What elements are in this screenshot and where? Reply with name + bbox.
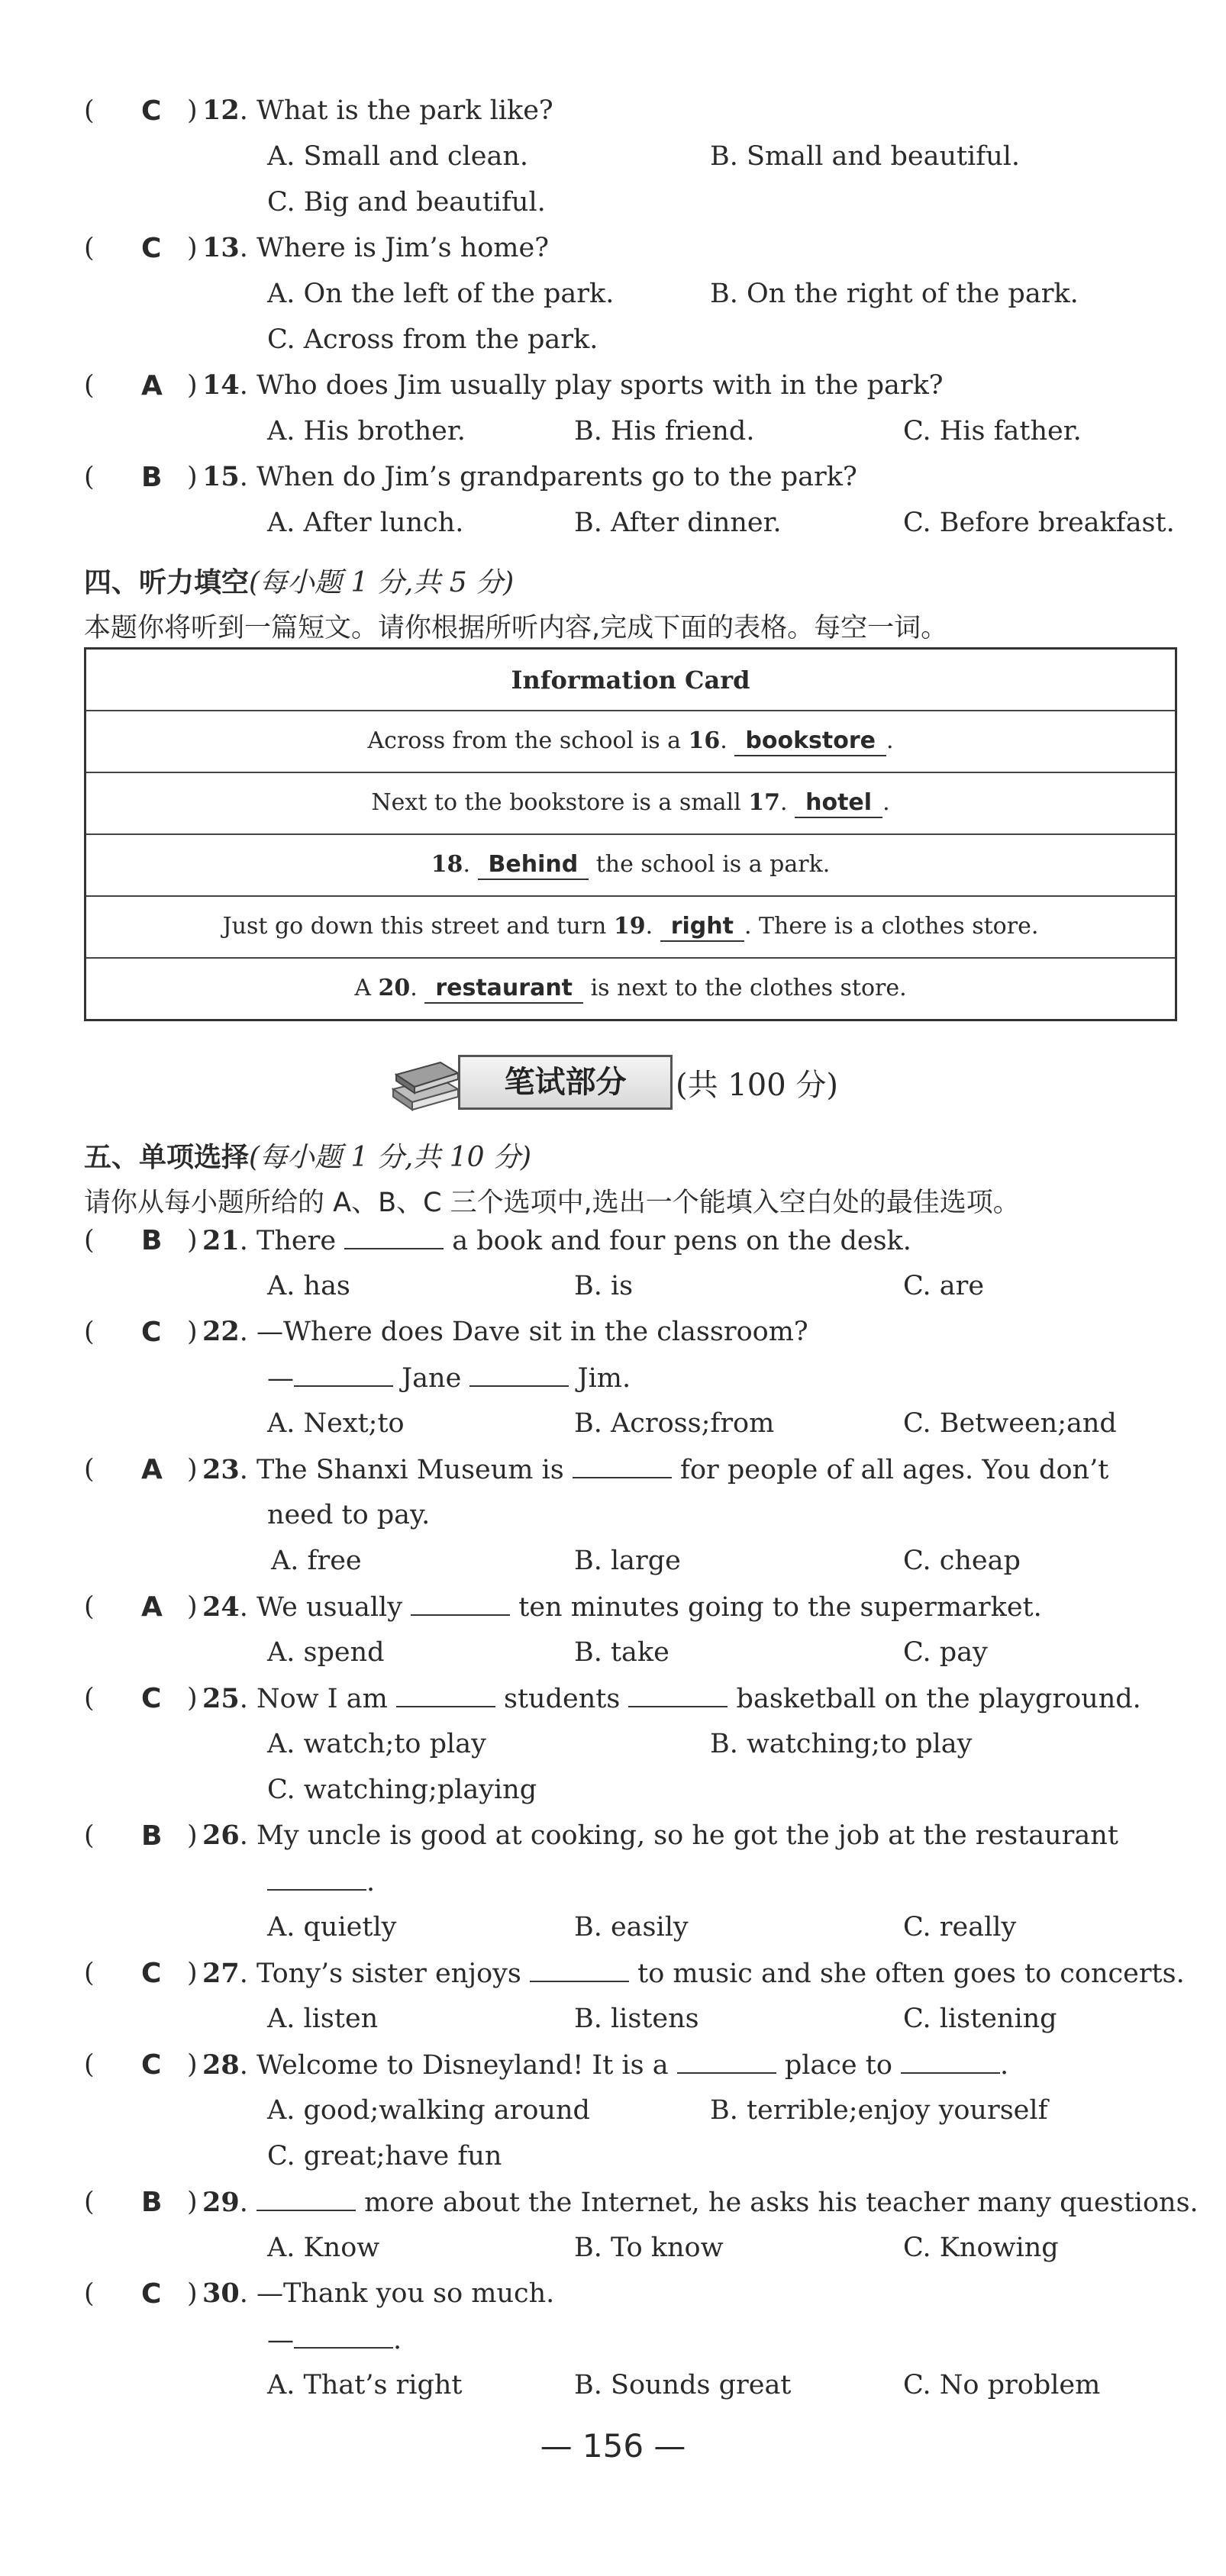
cell-text-after: is next to the clothes store. <box>590 974 907 1001</box>
option-a[interactable]: A. Small and clean. <box>267 141 529 172</box>
answer-letter: C <box>141 1683 162 1714</box>
table-row <box>85 958 1176 1020</box>
option-c[interactable]: C. Between;and <box>903 1408 1117 1439</box>
option-c[interactable]: C. watching;playing <box>267 1775 537 1805</box>
option-c[interactable]: C. Across from the park. <box>267 324 598 355</box>
question-number: 21 <box>202 1225 240 1256</box>
written-part-label: 笔试部分 <box>458 1055 673 1110</box>
question-text: Welcome to Disneyland! It is a <box>256 2050 677 2081</box>
section-subtitle: (每小题 1 分,共 10 分) <box>249 1142 532 1173</box>
question-text <box>202 1820 1118 1851</box>
section-title: 五、单项选择 <box>84 1142 250 1173</box>
close-paren: ) <box>187 1225 198 1256</box>
question-text: . <box>393 2325 402 2355</box>
option-b[interactable]: B. Across;from <box>574 1408 775 1439</box>
question-text: Who does Jim usually play sports with in the park? <box>256 370 944 401</box>
option-a[interactable]: A. quietly <box>267 1912 397 1942</box>
question-number: 12 <box>202 95 240 126</box>
question-text: place to <box>776 2050 902 2081</box>
option-b[interactable]: B. terrible;enjoy yourself <box>710 2095 1048 2126</box>
option-b[interactable]: B. To know <box>574 2233 724 2263</box>
number-dot: . <box>720 727 735 754</box>
question-text <box>202 1225 911 1256</box>
open-paren: ( <box>84 370 95 401</box>
option-c[interactable]: C. pay <box>903 1637 988 1668</box>
cell-text-after: the school is a park. <box>595 850 831 878</box>
section-four-heading <box>84 561 514 600</box>
open-paren: ( <box>84 95 95 126</box>
answer-blank[interactable] <box>396 1683 495 1707</box>
option-b[interactable]: B. Sounds great <box>574 2370 792 2400</box>
number-dot: . <box>239 1684 256 1714</box>
answer-letter: C <box>141 95 162 127</box>
question-text: more about the Internet, he asks his teacher many questions. <box>355 2188 1199 2218</box>
option-a[interactable]: A. His brother. <box>267 416 466 447</box>
answer-blank[interactable] <box>294 1362 393 1387</box>
section-subtitle: (每小题 1 分,共 5 分) <box>249 567 515 598</box>
cell-text-after: . There is a clothes store. <box>744 912 1039 940</box>
question-number: 23 <box>202 1454 240 1485</box>
close-paren: ) <box>187 2278 198 2309</box>
answer-blank[interactable] <box>344 1225 444 1249</box>
answer-blank[interactable] <box>256 2187 356 2211</box>
card-title: Information Card <box>85 649 1176 711</box>
blank-number: 17 <box>748 788 781 816</box>
question-number: 28 <box>202 2049 240 2081</box>
close-paren: ) <box>187 2049 198 2080</box>
filled-answer[interactable]: right <box>660 913 744 942</box>
card-cell <box>85 958 1176 1020</box>
section-title: 四、听力填空 <box>84 567 250 598</box>
question-text: for people of all ages. You don’t <box>671 1455 1109 1485</box>
option-a[interactable]: A. watch;to play <box>267 1729 486 1759</box>
open-paren: ( <box>84 1820 95 1851</box>
option-b[interactable]: B. listens <box>574 2004 699 2034</box>
question-second-line <box>267 2324 402 2355</box>
answer-blank[interactable] <box>294 2324 393 2349</box>
open-paren: ( <box>84 1958 95 1988</box>
number-dot: . <box>239 2278 256 2309</box>
section-instruction: 请你从每小题所给的 A、B、C 三个选项中,选出一个能填入空白处的最佳选项。 <box>84 1188 1020 1218</box>
option-c[interactable]: C. Knowing <box>903 2233 1059 2263</box>
close-paren: ) <box>187 370 198 401</box>
number-dot: . <box>410 974 425 1001</box>
question-text: Tony’s sister enjoys <box>256 1959 530 1989</box>
number-dot: . <box>239 1820 256 1851</box>
table-row <box>85 711 1176 772</box>
open-paren: ( <box>84 1225 95 1256</box>
option-c[interactable]: C. really <box>903 1912 1017 1942</box>
option-a[interactable]: A. listen <box>267 2004 379 2034</box>
question-text <box>202 370 944 401</box>
number-dot: . <box>239 1455 256 1485</box>
option-a[interactable]: A. spend <box>267 1637 385 1668</box>
close-paren: ) <box>187 1820 198 1851</box>
close-paren: ) <box>187 2187 198 2217</box>
option-c[interactable]: C. listening <box>903 2004 1057 2034</box>
option-c[interactable]: C. Big and beautiful. <box>267 187 546 218</box>
open-paren: ( <box>84 1317 95 1347</box>
open-paren: ( <box>84 2278 95 2309</box>
question-number: 30 <box>202 2278 240 2309</box>
answer-blank[interactable] <box>573 1454 672 1478</box>
number-dot: . <box>239 1592 256 1623</box>
question-number: 15 <box>202 461 240 492</box>
question-number: 27 <box>202 1958 240 1989</box>
answer-letter: A <box>141 370 163 401</box>
blank-number: 19 <box>613 912 646 940</box>
question-number: 26 <box>202 1820 240 1851</box>
option-c[interactable]: C. cheap <box>903 1546 1021 1576</box>
option-c[interactable]: C. No problem <box>903 2370 1101 2400</box>
question-text: . <box>366 1867 376 1897</box>
option-c[interactable]: C. Before breakfast. <box>903 508 1175 538</box>
page-number: — 156 — <box>540 2427 686 2465</box>
information-card-table <box>84 647 1177 1021</box>
number-dot: . <box>239 1226 256 1256</box>
question-number: 22 <box>202 1316 240 1347</box>
written-part-score: (共 100 分) <box>676 1068 838 1103</box>
written-part-banner <box>386 1047 851 1117</box>
answer-letter: B <box>141 1225 163 1256</box>
section-instruction: 本题你将听到一篇短文。请你根据所听内容,完成下面的表格。每空一词。 <box>84 613 948 643</box>
cell-text-before: Across from the school is a <box>367 727 689 754</box>
option-b[interactable]: B. easily <box>574 1912 689 1942</box>
open-paren: ( <box>84 233 95 263</box>
answer-blank[interactable] <box>628 1683 728 1707</box>
open-paren: ( <box>84 1683 95 1714</box>
number-dot: . <box>645 912 660 940</box>
cell-text-before: Next to the bookstore is a small <box>371 788 749 816</box>
question-number: 29 <box>202 2187 240 2218</box>
option-b[interactable]: B. His friend. <box>574 416 755 447</box>
section-five-heading <box>84 1136 531 1175</box>
question-text: —Thank you so much. <box>256 2278 555 2309</box>
number-dot: . <box>239 95 256 126</box>
question-text: Now I am <box>256 1684 396 1714</box>
question-text <box>202 1317 808 1347</box>
option-c[interactable]: C. are <box>903 1271 985 1301</box>
filled-answer[interactable]: Behind <box>478 851 589 880</box>
number-dot: . <box>239 1959 256 1989</box>
close-paren: ) <box>187 1683 198 1714</box>
option-a[interactable]: A. has <box>267 1271 350 1301</box>
card-cell <box>85 711 1176 772</box>
answer-letter: B <box>141 1820 163 1852</box>
close-paren: ) <box>187 233 198 263</box>
question-text <box>202 1683 1141 1714</box>
spacer <box>583 975 591 1001</box>
question-text: When do Jim’s grandparents go to the park? <box>256 462 857 492</box>
answer-blank[interactable] <box>267 1866 366 1891</box>
answer-letter: A <box>141 1591 163 1623</box>
close-paren: ) <box>187 1591 198 1622</box>
filled-answer[interactable]: hotel <box>795 789 882 818</box>
answer-letter: C <box>141 2278 162 2310</box>
answer-letter: C <box>141 233 162 264</box>
question-text <box>202 2049 1008 2081</box>
open-paren: ( <box>84 2049 95 2080</box>
number-dot: . <box>780 788 795 816</box>
table-row <box>85 772 1176 834</box>
question-text: What is the park like? <box>256 95 553 126</box>
question-text: — <box>267 1363 294 1394</box>
option-b[interactable]: B. large <box>574 1546 681 1576</box>
card-cell <box>85 772 1176 834</box>
option-b[interactable]: B. watching;to play <box>710 1729 973 1759</box>
cell-text-after: . <box>882 788 890 816</box>
question-text: — <box>267 2325 294 2355</box>
question-text: to music and she often goes to concerts. <box>629 1959 1185 1989</box>
option-a[interactable]: A. On the left of the park. <box>267 279 615 309</box>
question-text: . <box>1000 2050 1009 2081</box>
question-text: We usually <box>256 1592 411 1623</box>
close-paren: ) <box>187 1317 198 1347</box>
option-c[interactable]: C. His father. <box>903 416 1082 447</box>
answer-letter: B <box>141 2187 163 2218</box>
table-row <box>85 896 1176 958</box>
cell-text-before: A <box>354 974 379 1001</box>
question-number: 14 <box>202 369 240 401</box>
number-dot: . <box>239 462 256 492</box>
answer-blank[interactable] <box>469 1362 569 1387</box>
question-text: Jim. <box>569 1363 631 1394</box>
option-a[interactable]: A. good;walking around <box>267 2095 590 2126</box>
answer-blank[interactable] <box>901 2049 1000 2074</box>
question-text: There <box>256 1226 345 1256</box>
question-text: My uncle is good at cooking, so he got the job at the restaurant <box>256 1820 1118 1851</box>
option-a[interactable]: A. free <box>271 1546 362 1576</box>
question-text: Jane <box>393 1363 470 1394</box>
question-text <box>202 1454 1108 1485</box>
answer-blank[interactable] <box>530 1958 629 1982</box>
close-paren: ) <box>187 95 198 126</box>
option-b[interactable]: B. take <box>574 1637 669 1668</box>
option-a[interactable]: A. After lunch. <box>267 508 464 538</box>
table-row <box>85 834 1176 896</box>
card-cell <box>85 834 1176 896</box>
option-a[interactable]: A. Know <box>267 2233 380 2263</box>
question-text <box>202 1591 1042 1623</box>
answer-letter: C <box>141 2049 162 2081</box>
question-text <box>202 2278 554 2309</box>
close-paren: ) <box>187 462 198 492</box>
question-number: 13 <box>202 232 240 263</box>
question-text: The Shanxi Museum is <box>256 1455 573 1485</box>
question-text <box>202 462 857 492</box>
answer-letter: C <box>141 1317 162 1348</box>
number-dot: . <box>239 370 256 401</box>
blank-number: 16 <box>688 727 721 754</box>
number-dot: . <box>239 1317 256 1347</box>
option-b[interactable]: B. On the right of the park. <box>710 279 1079 309</box>
question-second-line <box>267 1500 430 1530</box>
option-b[interactable]: B. Small and beautiful. <box>710 141 1021 172</box>
blank-number: 18 <box>431 850 463 878</box>
number-dot: . <box>463 850 478 878</box>
number-dot: . <box>239 233 256 263</box>
question-text <box>202 233 549 263</box>
number-dot: . <box>239 2188 256 2218</box>
option-a[interactable]: A. That’s right <box>267 2370 463 2400</box>
question-text: —Where does Dave sit in the classroom? <box>256 1317 808 1347</box>
question-text <box>202 95 553 126</box>
filled-answer[interactable]: bookstore <box>734 727 886 756</box>
number-dot: . <box>239 2050 256 2081</box>
question-text <box>202 2187 1199 2218</box>
question-number: 25 <box>202 1683 240 1714</box>
open-paren: ( <box>84 2187 95 2217</box>
question-text: basketball on the playground. <box>728 1684 1141 1714</box>
blank-number: 20 <box>378 974 411 1001</box>
question-text <box>202 1958 1185 1989</box>
question-text: students <box>495 1684 629 1714</box>
answer-blank[interactable] <box>411 1591 510 1616</box>
cell-text-before: Just go down this street and turn <box>222 912 614 940</box>
close-paren: ) <box>187 1958 198 1988</box>
option-b[interactable]: B. After dinner. <box>574 508 782 538</box>
option-c[interactable]: C. great;have fun <box>267 2141 502 2171</box>
answer-blank[interactable] <box>677 2049 776 2074</box>
cell-text-after: . <box>886 727 894 754</box>
answer-letter: B <box>141 462 163 493</box>
answer-letter: C <box>141 1958 162 1989</box>
question-number: 24 <box>202 1591 240 1623</box>
answer-letter: A <box>141 1454 163 1485</box>
open-paren: ( <box>84 462 95 492</box>
spacer <box>589 851 596 878</box>
question-second-line <box>267 1362 631 1394</box>
option-b[interactable]: B. is <box>574 1271 634 1301</box>
question-text: ten minutes going to the supermarket. <box>510 1592 1042 1623</box>
card-cell <box>85 896 1176 958</box>
open-paren: ( <box>84 1591 95 1622</box>
question-text: Where is Jim’s home? <box>256 233 549 263</box>
question-text: need to pay. <box>267 1500 431 1530</box>
close-paren: ) <box>187 1454 198 1485</box>
option-a[interactable]: A. Next;to <box>267 1408 405 1439</box>
filled-answer[interactable]: restaurant <box>424 975 583 1004</box>
open-paren: ( <box>84 1454 95 1485</box>
question-second-line <box>267 1866 375 1897</box>
books-icon <box>386 1047 462 1116</box>
question-text: a book and four pens on the desk. <box>444 1226 911 1256</box>
